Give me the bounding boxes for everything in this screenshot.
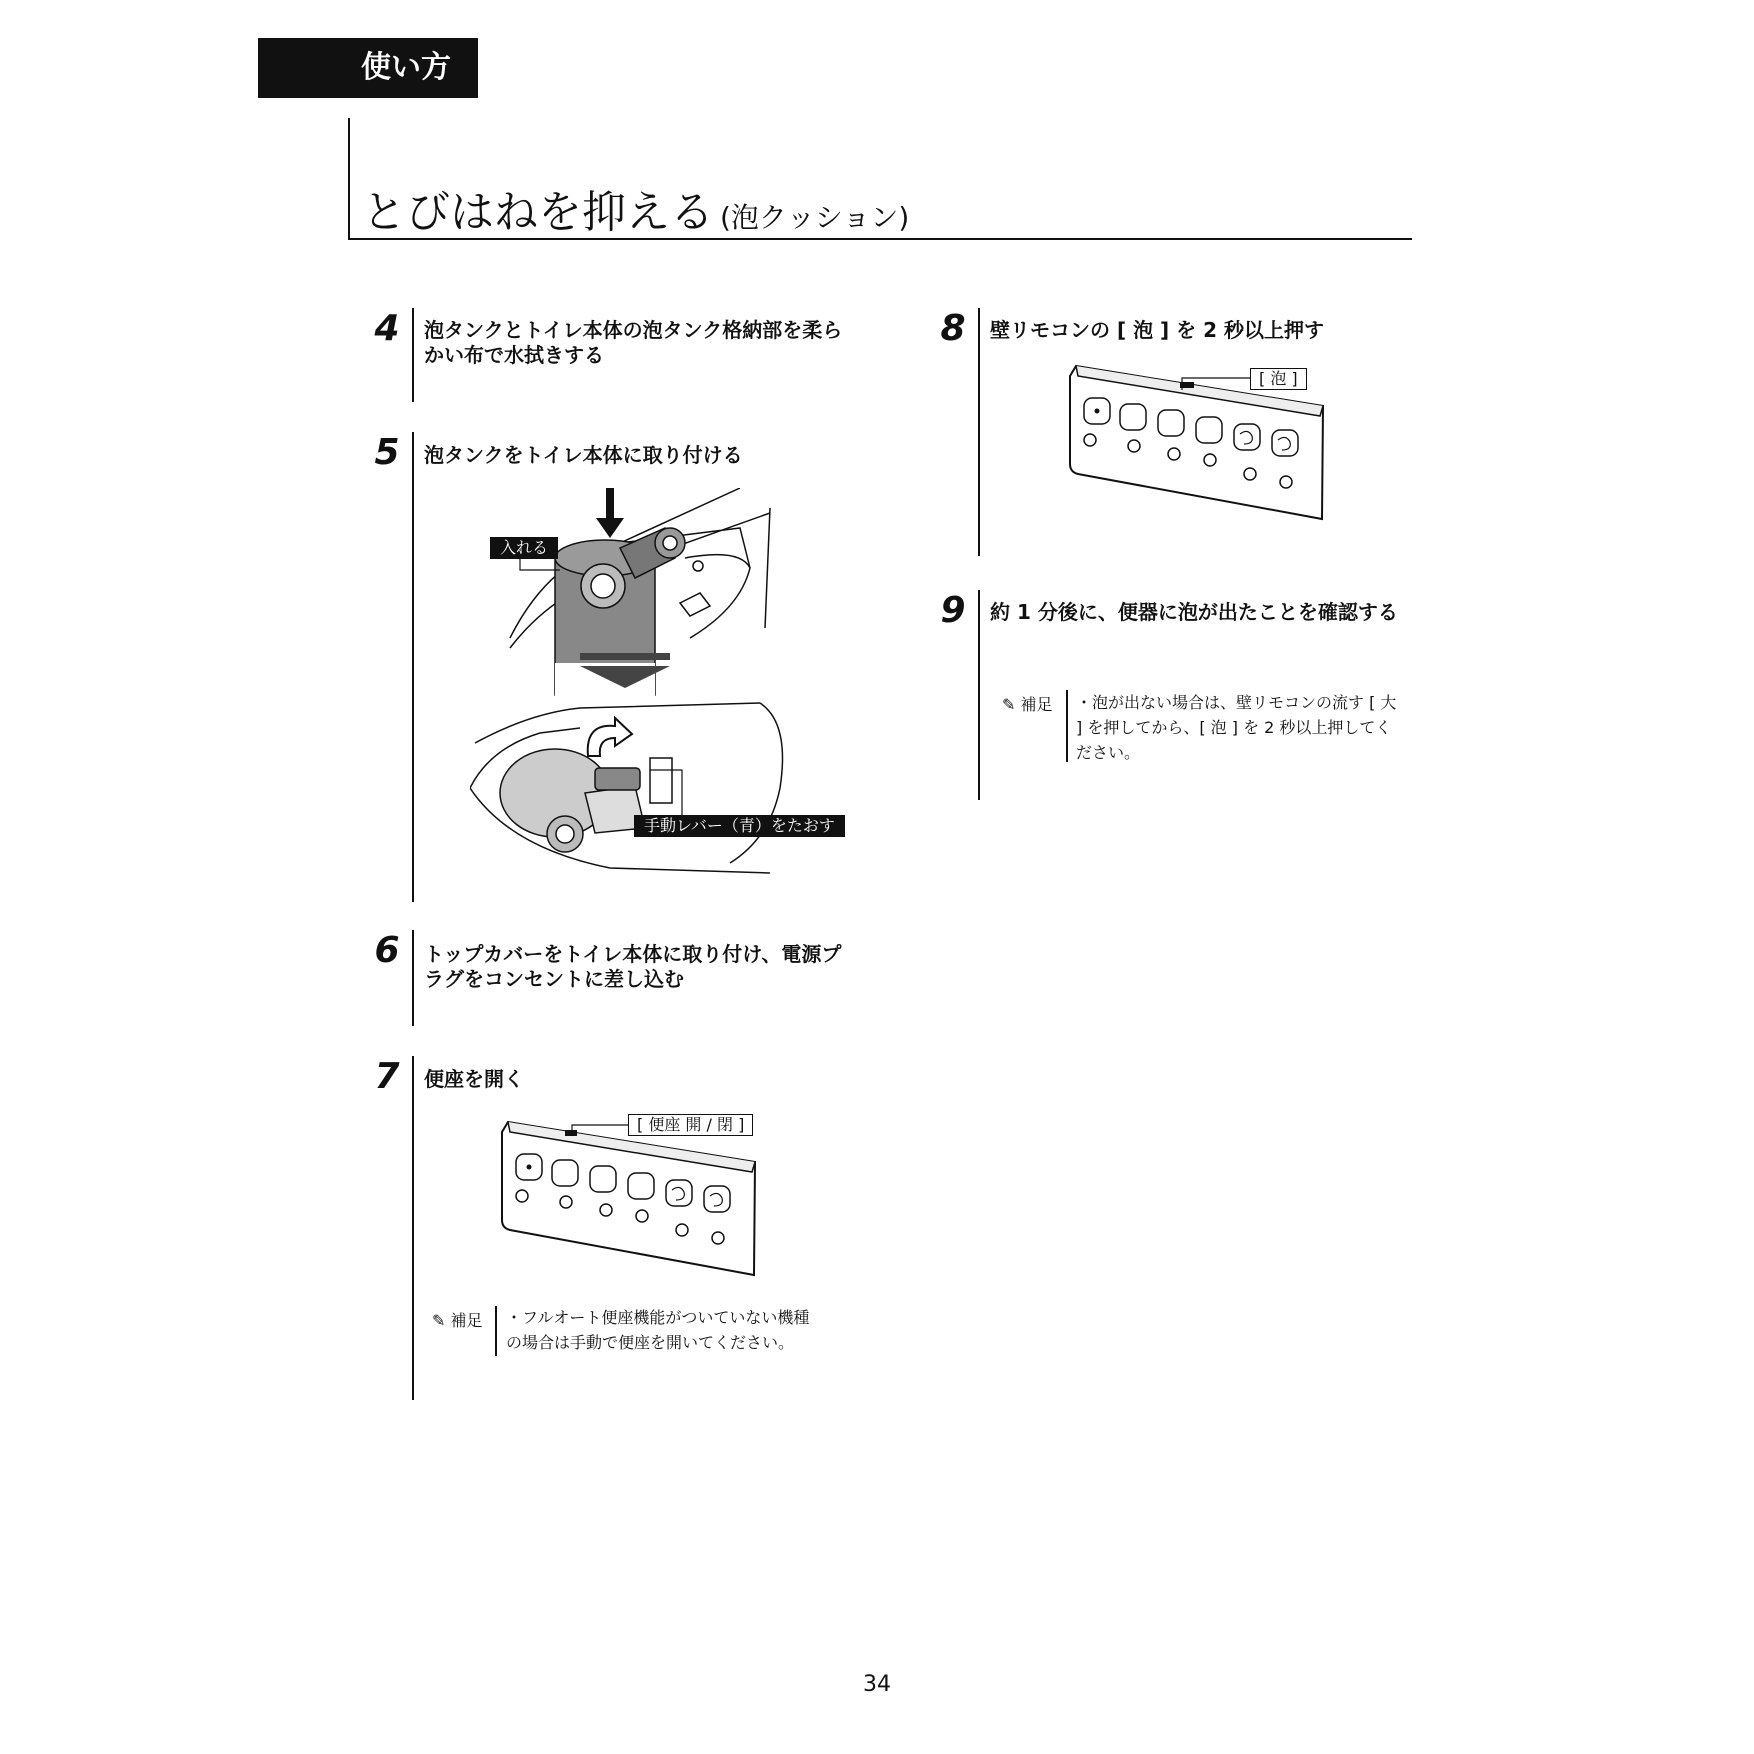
step-number-5: 5 [374,432,400,473]
step-text-9: 約 1 分後に、便器に泡が出たことを確認する [990,600,1398,624]
title-rule-vertical [348,118,350,240]
wall-remote-illustration [500,1120,760,1280]
foam-callout-leader [1180,368,1252,398]
step-text-8: 壁リモコンの [ 泡 ] を 2 秒以上押す [990,318,1324,342]
section-tab: 使い方 [258,38,478,98]
down-arrow-icon [596,488,624,538]
seat-callout-leader [570,1115,630,1145]
step-number-6: 6 [374,930,400,971]
step-text-6: トップカバーをトイレ本体に取り付け、電源プラグをコンセントに差し込む [424,942,842,991]
callout-seat-button: [ 便座 開 / 閉 ] [628,1114,753,1136]
callout-lever: 手動レバー（青）をたおす [634,815,845,837]
callout-insert: 入れる [490,537,558,559]
step-rule-8 [978,308,980,556]
step-number-9: 9 [940,590,966,631]
title-rule-horizontal [348,238,1412,240]
step-text-5: 泡タンクをトイレ本体に取り付ける [424,443,743,467]
page-number: 34 [863,1672,891,1697]
pencil-icon: ✎ [1002,695,1016,714]
page-title [362,176,909,240]
step-text-7: 便座を開く [424,1067,524,1091]
step-rule-6 [412,930,414,1026]
note-label-9: ✎ 補足 [1002,695,1053,714]
curved-arrow-icon [588,718,632,756]
step-rule-5 [412,432,414,902]
page-title-main: とびはねを抑える [362,187,714,238]
note-rule-7 [495,1306,497,1356]
note-rule-9 [1066,690,1068,762]
step-number-4: 4 [374,308,400,349]
step-text-4: 泡タンクとトイレ本体の泡タンク格納部を柔らかい布で水拭きする [424,318,843,367]
note-label-7: ✎ 補足 [432,1311,483,1330]
note-text-9: ・泡が出ない場合は、壁リモコンの流す [ 大 ] を押してから、[ 泡 ] を 2 秒以上押してください。 [1076,693,1397,762]
callout-foam-button: [ 泡 ] [1250,368,1307,390]
step-rule-9 [978,590,980,800]
step-rule-4 [412,308,414,402]
step-number-7: 7 [374,1056,400,1097]
note-text-7: ・フルオート便座機能がついていない機種の場合は手動で便座を開いてください。 [506,1308,810,1352]
step-rule-7 [412,1056,414,1400]
pencil-icon: ✎ [432,1311,446,1330]
page-title-sub: (泡クッション) [720,201,910,234]
step-number-8: 8 [940,308,966,349]
